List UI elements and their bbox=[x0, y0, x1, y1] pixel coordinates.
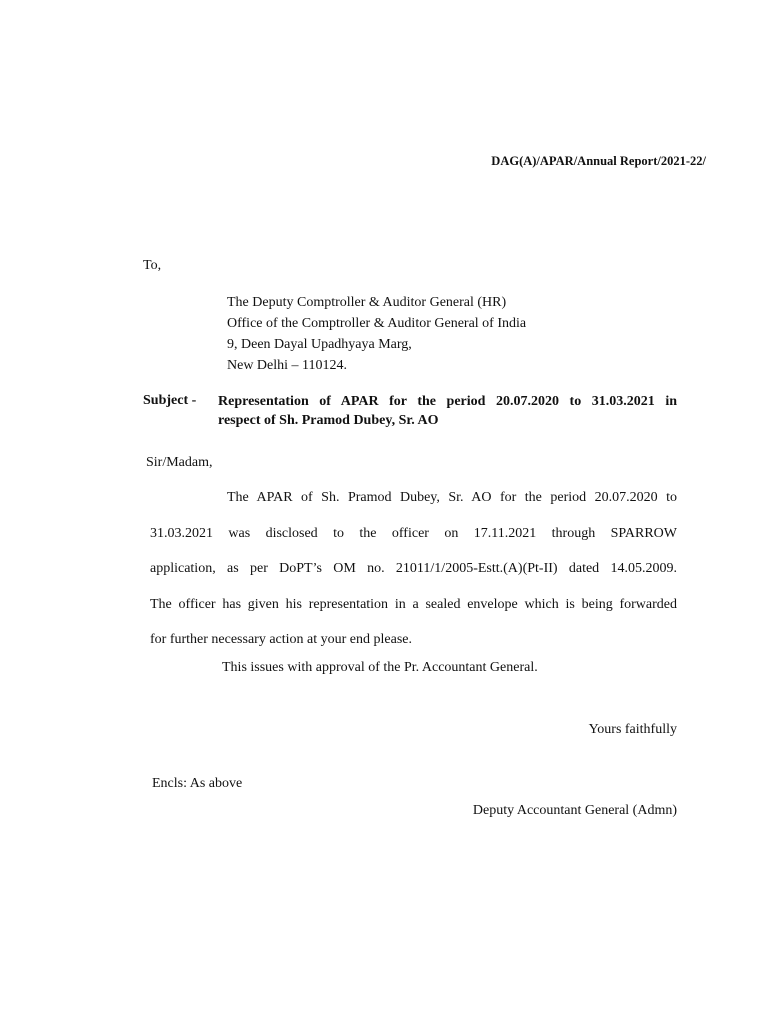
address-line: Office of the Comptroller & Auditor General of India bbox=[227, 316, 527, 331]
subject-text bbox=[218, 393, 677, 430]
to-label: To, bbox=[143, 258, 162, 273]
subject-line: Representation of APAR for the period 20.07.2020 to 31.03.2021 in bbox=[218, 394, 677, 409]
address-line: New Delhi – 110124. bbox=[227, 358, 348, 373]
closing: Yours faithfully bbox=[588, 722, 677, 737]
approval-note: This issues with approval of the Pr. Accountant General. bbox=[222, 660, 538, 675]
subject-line: respect of Sh. Pramod Dubey, Sr. AO bbox=[218, 412, 439, 428]
body-paragraph bbox=[150, 480, 677, 658]
reference-number: DAG(A)/APAR/Annual Report/2021-22/ bbox=[491, 154, 706, 168]
address-line: The Deputy Comptroller & Auditor General (HR) bbox=[227, 295, 507, 310]
signatory: Deputy Accountant General (Admn) bbox=[472, 803, 677, 818]
body-line: The APAR of Sh. Pramod Dubey, Sr. AO for the period 20.07.2020 to bbox=[227, 490, 677, 505]
address-line: 9, Deen Dayal Upadhyaya Marg, bbox=[227, 337, 412, 352]
body-line: for further necessary action at your end please. bbox=[150, 632, 412, 647]
recipient-address bbox=[227, 292, 526, 376]
subject-label: Subject - bbox=[143, 393, 197, 408]
salutation: Sir/Madam, bbox=[146, 455, 213, 470]
enclosure-note: Encls: As above bbox=[152, 776, 243, 791]
body-line: application, as per DoPT’s OM no. 21011/1/2005-Estt.(A)(Pt-II) dated 14.05.2009. bbox=[150, 561, 677, 576]
body-line: 31.03.2021 was disclosed to the officer on 17.11.2021 through SPARROW bbox=[150, 525, 677, 541]
body-line: The officer has given his representation in a sealed envelope which is being forwarded bbox=[150, 596, 677, 612]
